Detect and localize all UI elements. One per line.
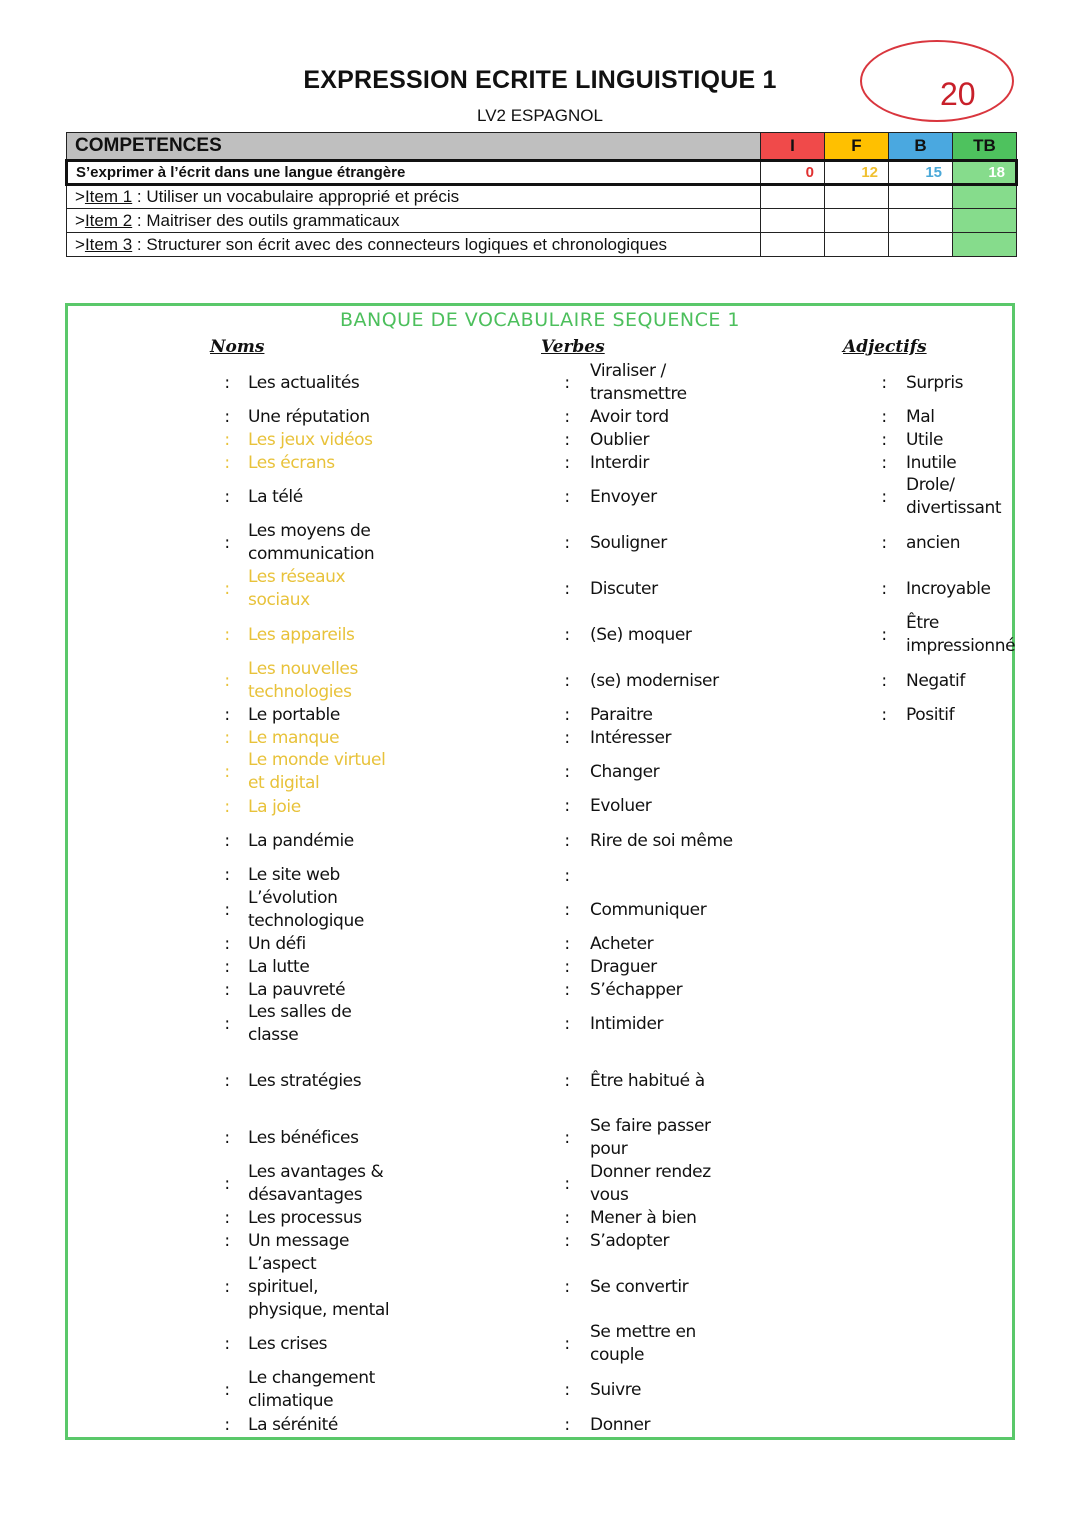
vocab-term-fr: Draguer (590, 956, 657, 977)
vocab-separator: : (224, 796, 230, 817)
vocab-separator: : (224, 372, 230, 393)
vocab-term-fr: Rire de soi même (590, 830, 733, 851)
item-text: : Utiliser un vocabulaire approprié et précis (132, 187, 460, 206)
grade-circle (860, 40, 1014, 122)
vocab-term-fr: Suivre (590, 1379, 642, 1400)
vocab-separator: : (224, 429, 230, 450)
column-title-adjectifs: Adjectifs (843, 337, 927, 357)
item-1 (67, 185, 761, 209)
vocab-term-fr: Le changement climatique (248, 1368, 375, 1411)
vocab-separator: : (564, 727, 570, 748)
vocab-separator: : (224, 1173, 230, 1194)
vocab-separator: : (881, 578, 887, 599)
score-tb: 18 (953, 161, 1017, 185)
vocab-separator: : (224, 956, 230, 977)
vocab-separator: : (224, 1207, 230, 1228)
vocab-separator: : (881, 704, 887, 725)
vocab-term-fr: Oublier (590, 429, 650, 450)
vocab-term-fr: Les jeux vidéos (248, 429, 373, 450)
page-subtitle: LV2 ESPAGNOL (477, 106, 603, 125)
vocab-separator: : (564, 1070, 570, 1091)
vocab-term-fr: Les moyens de communication (248, 521, 375, 564)
vocab-separator: : (224, 1333, 230, 1354)
item-3-cell-f[interactable] (825, 233, 889, 257)
vocab-separator: : (224, 624, 230, 645)
item-label: Item 1 (84, 187, 133, 206)
vocab-separator: : (564, 372, 570, 393)
vocab-separator: : (564, 865, 570, 886)
vocab-term-fr: Le site web (248, 864, 340, 885)
column-title-noms: Noms (210, 337, 265, 357)
level-header-i: I (761, 133, 825, 161)
vocab-separator: : (564, 578, 570, 599)
vocab-separator: : (564, 1173, 570, 1194)
vocab-term-fr: La lutte (248, 956, 310, 977)
item-row (67, 233, 1017, 257)
vocab-separator: : (564, 532, 570, 553)
vocab-separator: : (881, 406, 887, 427)
vocab-term-fr: S’adopter (590, 1230, 670, 1251)
vocab-separator: : (224, 1379, 230, 1400)
vocab-separator: : (881, 624, 887, 645)
item-label: Item 2 (84, 210, 133, 230)
vocab-term-fr: Être impressionné (906, 613, 1016, 656)
vocab-term-fr: S’échapper (590, 979, 683, 1000)
vocab-term-fr: Les stratégies (248, 1070, 362, 1091)
item-text: : Structurer son écrit avec des connecteurs logiques et chronologiques (132, 234, 668, 254)
level-header-b: B (889, 133, 953, 161)
vocab-term-fr: Souligner (590, 532, 667, 553)
vocab-term-fr: Donner (590, 1414, 651, 1435)
item-2 (67, 209, 761, 233)
vocab-separator: : (224, 532, 230, 553)
vocab-term-fr: Intimider (590, 1013, 664, 1034)
vocab-separator: : (564, 1013, 570, 1034)
vocab-term-fr: La pauvreté (248, 979, 346, 1000)
vocab-term-fr: Se convertir (590, 1276, 689, 1297)
vocab-separator: : (564, 933, 570, 954)
vocab-term-fr: L’évolution technologique (248, 888, 364, 931)
vocab-separator: : (564, 795, 570, 816)
vocab-separator: : (224, 1230, 230, 1251)
vocab-separator: : (564, 670, 570, 691)
vocab-separator: : (224, 1414, 230, 1435)
vocab-term-fr: Envoyer (590, 486, 657, 507)
vocab-separator: : (224, 1127, 230, 1148)
vocab-separator: : (224, 1276, 230, 1297)
vocab-term-fr: Evoluer (590, 795, 652, 816)
vocab-separator: : (881, 372, 887, 393)
vocab-term-fr: Les actualités (248, 372, 360, 393)
vocab-separator: : (224, 830, 230, 851)
vocab-separator: : (224, 899, 230, 920)
vocab-separator: : (564, 899, 570, 920)
item-1-cell-tb[interactable] (953, 185, 1017, 209)
vocab-separator: : (224, 979, 230, 1000)
vocab-separator: : (881, 486, 887, 507)
vocab-term-fr: Se faire passer pour (590, 1116, 711, 1159)
vocab-term-fr: Utile (906, 429, 944, 450)
vocab-term-fr: Le manque (248, 727, 340, 748)
vocab-term-fr: Les crises (248, 1333, 328, 1354)
item-label: Item 3 (84, 234, 133, 254)
vocab-term-fr: Interdir (590, 452, 649, 473)
vocab-term-fr: Les processus (248, 1207, 362, 1228)
vocab-term-fr: Les salles de classe (248, 1002, 352, 1045)
vocab-separator: : (564, 1414, 570, 1435)
vocab-term-fr: Les bénéfices (248, 1127, 359, 1148)
vocab-separator: : (564, 956, 570, 977)
vocab-separator: : (224, 727, 230, 748)
page-title: EXPRESSION ECRITE LINGUISTIQUE 1 (303, 66, 777, 94)
item-row (67, 209, 1017, 233)
vocab-separator: : (564, 1333, 570, 1354)
competences-header: COMPETENCES (67, 133, 761, 161)
vocab-term-fr: Un défi (248, 933, 306, 954)
vocab-term-fr: Les appareils (248, 624, 355, 645)
vocab-term-fr: Mal (906, 406, 935, 427)
level-header-tb: TB (953, 133, 1017, 161)
vocab-separator: : (224, 933, 230, 954)
vocab-term-fr: Avoir tord (590, 406, 669, 427)
vocab-separator: : (881, 452, 887, 473)
vocab-term-fr: Le portable (248, 704, 340, 725)
item-2-cell-f[interactable] (825, 209, 889, 233)
vocab-term-fr: Positif (906, 704, 955, 725)
vocab-term-fr: Viraliser / transmettre (590, 361, 687, 404)
vocab-term-fr: Drole/ divertissant (906, 475, 1002, 518)
skill-row (67, 161, 1017, 185)
vocab-separator: : (564, 486, 570, 507)
vocab-separator: : (224, 864, 230, 885)
item-3-cell-i[interactable] (761, 233, 825, 257)
vocab-term-fr: Negatif (906, 670, 965, 691)
vocab-term-fr: (Se) moquer (590, 624, 692, 645)
item-prefix: > (75, 187, 85, 206)
item-2-cell-i[interactable] (761, 209, 825, 233)
vocab-term-fr: Surpris (906, 372, 964, 393)
item-3-cell-tb[interactable] (953, 233, 1017, 257)
vocab-separator: : (564, 452, 570, 473)
vocab-separator: : (564, 1230, 570, 1251)
level-header-f: F (825, 133, 889, 161)
vocab-separator: : (564, 1276, 570, 1297)
vocab-separator: : (881, 429, 887, 450)
item-text: : Maitriser des outils grammaticaux (132, 210, 400, 230)
vocab-term-fr: La joie (248, 796, 301, 817)
vocab-term-fr: Les réseaux sociaux (248, 567, 346, 610)
vocab-separator: : (564, 1207, 570, 1228)
item-1-cell-f[interactable] (825, 185, 889, 209)
vocab-term-fr: L’aspect spirituel, physique, mental (248, 1253, 390, 1320)
vocab-term-fr: (se) moderniser (590, 670, 719, 691)
vocab-term-fr: Acheter (590, 933, 654, 954)
vocab-term-fr: Un message (248, 1230, 350, 1251)
vocab-separator: : (881, 670, 887, 691)
vocab-separator: : (564, 761, 570, 782)
vocab-term-fr: Les nouvelles technologies (248, 659, 358, 702)
vocab-separator: : (224, 1013, 230, 1034)
vocab-term-fr: ancien (906, 532, 961, 553)
vocab-term-fr: Incroyable (906, 578, 991, 599)
vocab-term-fr: Paraitre (590, 704, 653, 725)
vocab-box (65, 303, 1015, 1440)
vocab-term-fr: Les avantages & désavantages (248, 1162, 384, 1205)
vocab-term-fr: Une réputation (248, 406, 370, 427)
vocab-separator: : (224, 486, 230, 507)
vocab-term-fr: Mener à bien (590, 1207, 697, 1228)
skill-label: S’exprimer à l’écrit dans une langue étrangère (67, 161, 761, 185)
vocab-term-fr: Changer (590, 761, 660, 782)
vocab-separator: : (564, 406, 570, 427)
vocab-term-fr: Intéresser (590, 727, 672, 748)
column-title-verbes: Verbes (541, 337, 605, 357)
vocab-separator: : (564, 624, 570, 645)
item-1-cell-b[interactable] (889, 185, 953, 209)
vocab-separator: : (224, 406, 230, 427)
vocab-separator: : (564, 704, 570, 725)
item-2-cell-b[interactable] (889, 209, 953, 233)
vocab-term-fr: La télé (248, 486, 303, 507)
vocab-separator: : (224, 1070, 230, 1091)
vocab-separator: : (224, 704, 230, 725)
vocab-separator: : (564, 979, 570, 1000)
item-2-cell-tb[interactable] (953, 209, 1017, 233)
vocab-separator: : (224, 452, 230, 473)
vocab-separator: : (564, 830, 570, 851)
competences-table (65, 132, 1018, 257)
vocab-separator: : (564, 1379, 570, 1400)
score-i: 0 (761, 161, 825, 185)
vocab-term-fr: Donner rendez vous (590, 1162, 711, 1205)
score-f: 12 (825, 161, 889, 185)
vocab-separator: : (224, 761, 230, 782)
vocab-term-fr: Se mettre en couple (590, 1322, 696, 1365)
item-prefix: > (75, 210, 85, 230)
vocab-separator: : (224, 670, 230, 691)
vocab-term-fr: Les écrans (248, 452, 335, 473)
vocab-term-fr: Discuter (590, 578, 658, 599)
vocab-term-fr: Communiquer (590, 899, 707, 920)
vocab-term-fr: La pandémie (248, 830, 354, 851)
vocab-title: BANQUE DE VOCABULAIRE SEQUENCE 1 (339, 309, 741, 331)
item-prefix: > (75, 234, 85, 254)
item-3 (67, 233, 761, 257)
vocab-separator: : (564, 1127, 570, 1148)
vocab-term-fr: Être habitué à (590, 1070, 705, 1091)
vocab-term-fr: Inutile (906, 452, 957, 473)
item-1-cell-i[interactable] (761, 185, 825, 209)
score-b: 15 (889, 161, 953, 185)
vocab-separator: : (881, 532, 887, 553)
grade-value: 20 (940, 76, 976, 112)
vocab-term-fr: La sérénité (248, 1414, 338, 1435)
competences-header-row (67, 133, 1017, 161)
item-3-cell-b[interactable] (889, 233, 953, 257)
vocab-term-fr: Le monde virtuel et digital (248, 750, 386, 793)
vocab-separator: : (224, 578, 230, 599)
vocab-separator: : (564, 429, 570, 450)
item-row (67, 185, 1017, 209)
